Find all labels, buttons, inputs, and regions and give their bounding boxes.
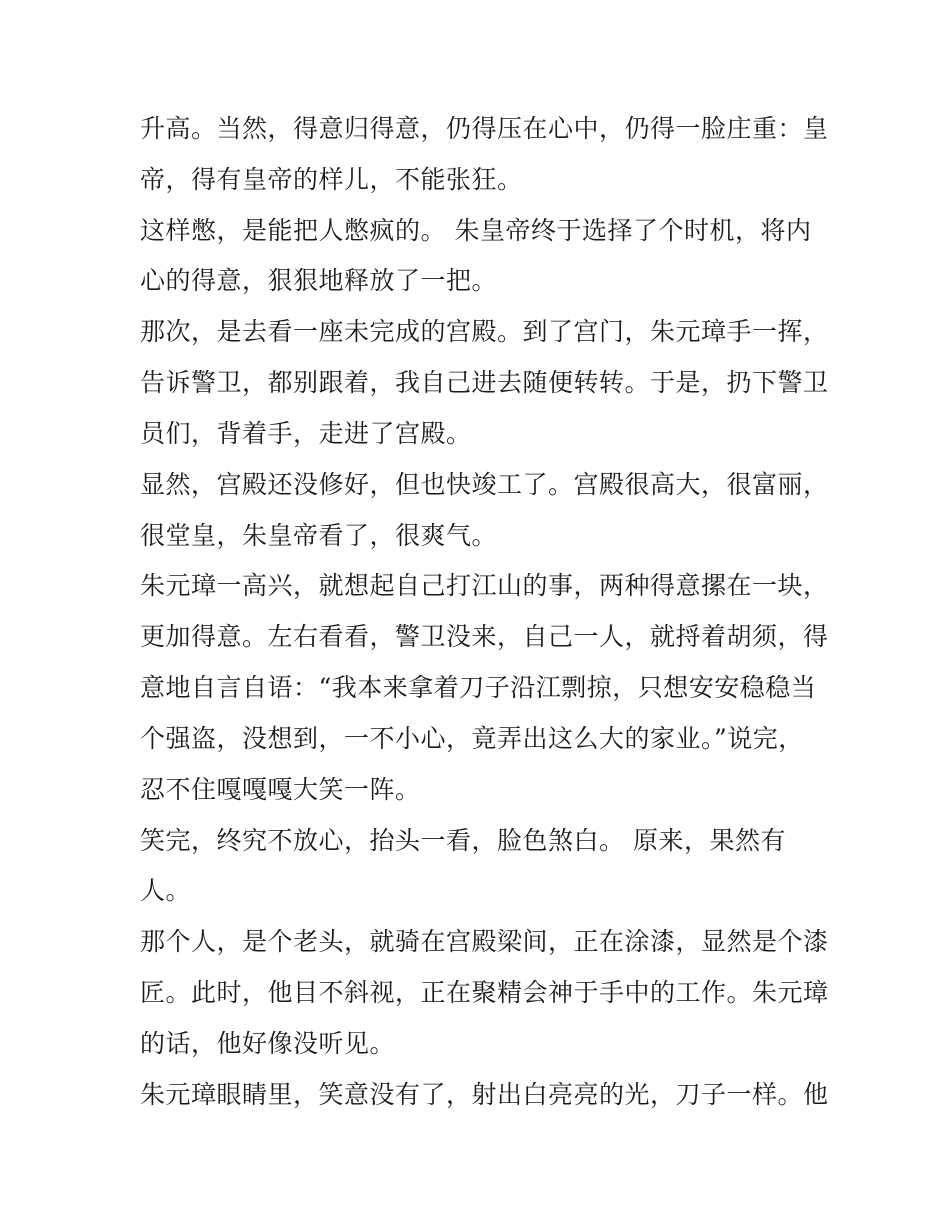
text-line: 很堂皇，朱皇帝看了，很爽气。 [140,521,498,550]
text-line: 显然，宫殿还没修好，但也快竣工了。宫殿很高大，很富丽， [140,470,829,499]
text-line: 个强盗，没想到，一不小心，竟弄出这么大的家业。”说完， [140,724,804,753]
text-line: 那个人，是个老头，就骑在宫殿梁间，正在涂漆，显然是个漆 [140,927,829,956]
text-line: 意地自言自语：“我本来拿着刀子沿江剽掠，只想安安稳稳当 [140,673,817,702]
text-line: 帝，得有皇帝的样儿，不能张狂。 [140,165,523,194]
text-line: 心的得意，狠狠地释放了一把。 [140,266,498,295]
text-line: 匠。此时，他目不斜视，正在聚精会神于手中的工作。朱元璋 [140,978,829,1007]
text-line: 忍不住嘎嘎嘎大笑一阵。 [140,775,421,804]
text-line: 朱元璋一高兴，就想起自己打江山的事，两种得意摞在一块， [140,571,829,600]
text-line: 朱元璋眼睛里，笑意没有了，射出白亮亮的光，刀子一样。他 [140,1080,829,1109]
text-line: 员们，背着手，走进了宫殿。 [140,419,472,448]
text-line: 升高。当然，得意归得意，仍得压在心中，仍得一脸庄重：皇 [140,114,829,143]
text-line: 更加得意。左右看看，警卫没来，自己一人，就捋着胡须，得 [140,622,829,651]
text-line: 的话，他好像没听见。 [140,1029,396,1058]
text-line: 这样憋，是能把人憋疯的。 朱皇帝终于选择了个时机，将内 [140,216,812,245]
text-line: 告诉警卫，都别跟着，我自己进去随便转转。于是，扔下警卫 [140,368,829,397]
text-line: 人。 [140,876,192,905]
text-line: 笑完，终究不放心，抬头一看，脸色煞白。 原来，果然有 [140,826,786,855]
text-line: 那次，是去看一座未完成的宫殿。到了宫门，朱元璋手一挥， [140,317,829,346]
